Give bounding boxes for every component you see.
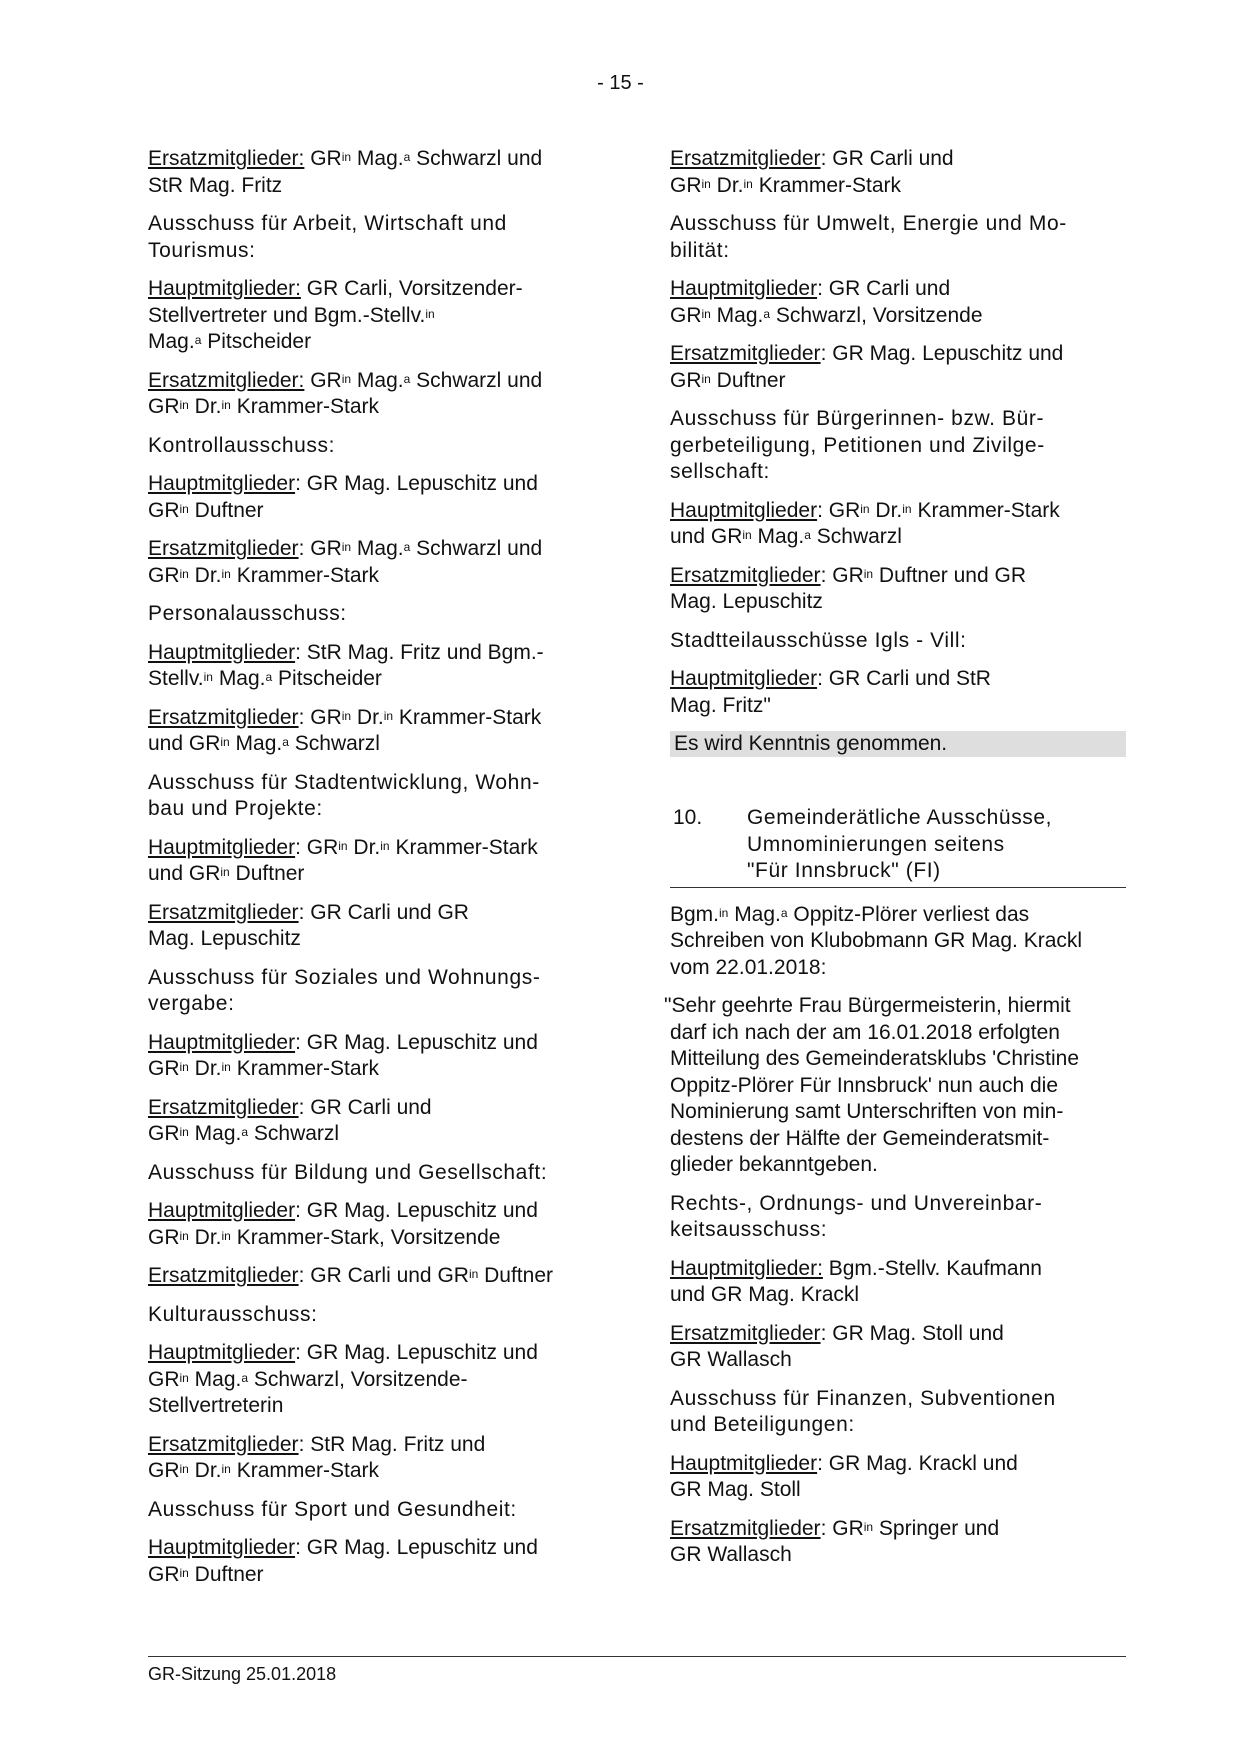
- committee-heading: Ausschuss für Sport und Gesundheit:: [148, 1497, 517, 1521]
- right-column: [664, 146, 1126, 1581]
- member-block: Hauptmitglieder: GR Carli und StR Mag. Fritz": [670, 667, 991, 717]
- acknowledgement-note: Es wird Kenntnis genommen.: [670, 731, 1126, 757]
- agenda-item-heading: [670, 805, 1126, 888]
- committee-heading: Personalausschuss:: [148, 602, 347, 625]
- member-block: Hauptmitglieder: $GR^{in}$ Dr.$^{in}$ Krammer-Stark und $GR^{in}$ Mag.$^a$ Schwarzl: [670, 498, 1060, 548]
- footer-session-date: GR-Sitzung 25.01.2018: [148, 1664, 337, 1684]
- committee-heading: Ausschuss für Finanzen, Subventionen und Beteiligungen:: [670, 1386, 1056, 1436]
- member-block: Ersatzmitglieder: $GR^{in}$ Duftner und GR Mag. Lepuschitz: [670, 563, 1026, 613]
- committee-heading: Rechts-, Ordnungs- und Unvereinbar- keitsausschuss:: [670, 1191, 1043, 1241]
- member-block: Hauptmitglieder: GR Mag. Lepuschitz und $GR^{in}$ Dr.$^{in}$ Krammer-Stark: [148, 1030, 538, 1080]
- member-block: Hauptmitglieder: $GR^{in}$ Dr.$^{in}$ Krammer-Stark und $GR^{in}$ Duftner: [148, 835, 538, 885]
- committee-heading: Ausschuss für Stadtentwicklung, Wohn- bau und Projekte:: [148, 770, 540, 820]
- member-block: Hauptmitglieder: GR Carli und $GR^{in}$ Mag.$^a$ Schwarzl, Vorsitzende: [670, 277, 983, 327]
- committee-heading: Ausschuss für Bürgerinnen- bzw. Bür- gerbeteiligung, Petitionen und Zivilge- sellschaft:: [670, 407, 1045, 483]
- letter-quote: "Sehr geehrte Frau Bürgermeisterin, hiermit darf ich nach der am 16.01.2018 erfolgten Mitteilung des Gemeinderatsklubs 'Christine Oppitz-Plörer Für Innsbruck' nun auch die Nominierung samt Unterschriften von min- destens der Hälfte der Gemeinderatsmit- glieder bekanntgeben.: [664, 994, 1080, 1176]
- member-block: Hauptmitglieder: GR Mag. Lepuschitz und $GR^{in}$ Duftner: [148, 1536, 538, 1586]
- page-number: - 15 -: [597, 72, 644, 94]
- left-column: [148, 146, 608, 1600]
- member-block: Ersatzmitglieder: GR Mag. Stoll und GR Wallasch: [670, 1321, 1004, 1371]
- member-block: Hauptmitglieder: GR Carli, Vorsitzender- Stellvertreter und Bgm.-Stellv.$^{in}$ Mag.$^a$ Pitscheider: [148, 277, 523, 353]
- member-block: Hauptmitglieder: GR Mag. Lepuschitz und $GR^{in}$ Mag.$^a$ Schwarzl, Vorsitzende- Stellvertreterin: [148, 1341, 538, 1417]
- committee-heading: Ausschuss für Arbeit, Wirtschaft und Tourismus:: [148, 212, 507, 262]
- member-block: Ersatzmitglieder: $GR^{in}$ Mag.$^a$ Schwarzl und StR Mag. Fritz: [148, 147, 543, 197]
- committee-heading: Ausschuss für Soziales und Wohnungs- vergabe:: [148, 965, 541, 1015]
- member-block: Hauptmitglieder: GR Mag. Lepuschitz und $GR^{in}$ Dr.$^{in}$ Krammer-Stark, Vorsitzende: [148, 1199, 538, 1249]
- member-block: Ersatzmitglieder: GR Mag. Lepuschitz und $GR^{in}$ Duftner: [670, 342, 1064, 392]
- member-block: Hauptmitglieder: GR Mag. Lepuschitz und $GR^{in}$ Duftner: [148, 472, 538, 522]
- member-block: Ersatzmitglieder: GR Carli und $GR^{in}$ Mag.$^a$ Schwarzl: [148, 1095, 432, 1145]
- member-block: Ersatzmitglieder: GR Carli und GR Mag. Lepuschitz: [148, 900, 469, 950]
- member-block: Hauptmitglieder: StR Mag. Fritz und Bgm.- Stellv.$^{in}$ Mag.$^a$ Pitscheider: [148, 640, 544, 690]
- member-block: Ersatzmitglieder: GR Carli und $GR^{in}$ Duftner: [148, 1264, 553, 1287]
- committee-heading: Ausschuss für Bildung und Gesellschaft:: [148, 1160, 548, 1184]
- committee-heading: Stadtteilausschüsse Igls - Vill:: [670, 628, 967, 652]
- committee-heading: Kontrollausschuss:: [148, 433, 336, 457]
- footer-divider: [148, 1656, 1126, 1657]
- member-block: Ersatzmitglieder: $GR^{in}$ Mag.$^a$ Schwarzl und $GR^{in}$ Dr.$^{in}$ Krammer-Stark: [148, 537, 543, 587]
- member-block: Ersatzmitglieder: $GR^{in}$ Mag.$^a$ Schwarzl und $GR^{in}$ Dr.$^{in}$ Krammer-Stark: [148, 368, 543, 418]
- committee-heading: Kulturausschuss:: [148, 1302, 318, 1326]
- member-block: Ersatzmitglieder: StR Mag. Fritz und $GR^{in}$ Dr.$^{in}$ Krammer-Stark: [148, 1432, 486, 1482]
- member-block: Ersatzmitglieder: $GR^{in}$ Springer und GR Wallasch: [670, 1516, 1000, 1566]
- agenda-item-number: 10.: [673, 806, 703, 829]
- committee-heading: Ausschuss für Umwelt, Energie und Mo- bilität:: [670, 212, 1067, 262]
- member-block: Hauptmitglieder: GR Mag. Krackl und GR Mag. Stoll: [670, 1451, 1018, 1501]
- agenda-item-title: Gemeinderätliche Ausschüsse, Umnominierungen seitens "Für Innsbruck" (FI): [747, 806, 1053, 882]
- member-block: Ersatzmitglieder: GR Carli und $GR^{in}$ Dr.$^{in}$ Krammer-Stark: [670, 147, 954, 197]
- intro-paragraph: Bgm.$^{in}$ Mag.$^a$ Oppitz-Plörer verliest das Schreiben von Klubobmann GR Mag. Krackl vom 22.01.2018:: [670, 902, 1083, 979]
- member-block: Ersatzmitglieder: $GR^{in}$ Dr.$^{in}$ Krammer-Stark und $GR^{in}$ Mag.$^a$ Schwarzl: [148, 705, 542, 755]
- member-block: Hauptmitglieder: Bgm.-Stellv. Kaufmann und GR Mag. Krackl: [670, 1256, 1042, 1306]
